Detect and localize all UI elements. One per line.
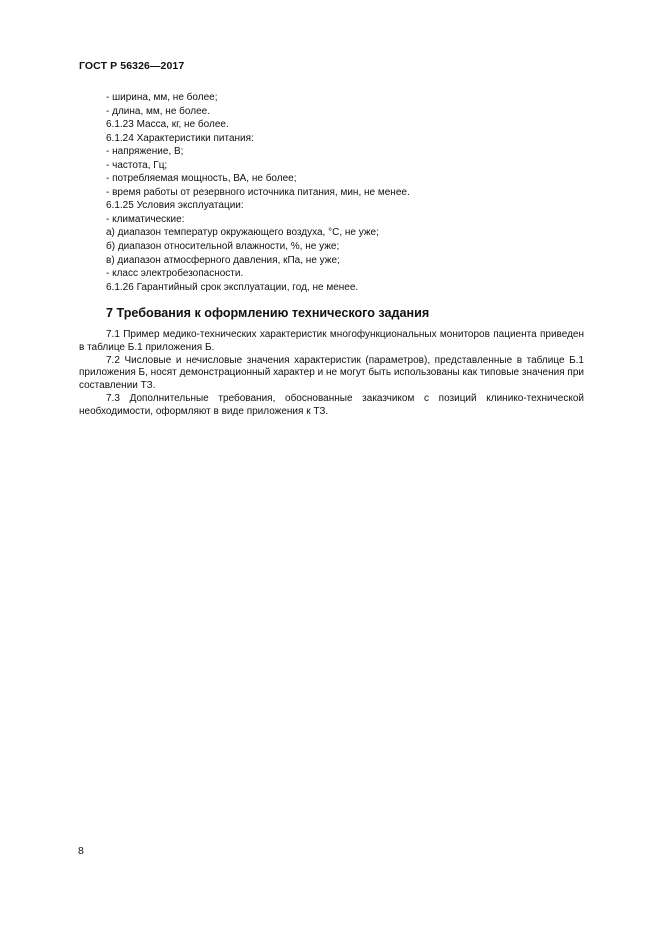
section-heading: 7 Требования к оформлению технического задания [106,306,430,320]
document-code-header: ГОСТ Р 56326—2017 [79,60,185,72]
list-item: - время работы от резервного источника питания, мин, не менее. [106,186,410,198]
list-item: 6.1.23 Масса, кг, не более. [106,119,229,131]
list-item: - частота, Гц; [106,159,168,171]
paragraph-7-1: 7.1 Пример медико-технических характеристик многофункциональных мониторов пациента приведен в таблице Б.1 приложения Б. [79,329,584,353]
list-item: 6.1.26 Гарантийный срок эксплуатации, год, не менее. [106,281,359,293]
list-item: - климатические: [106,213,185,225]
list-item: - ширина, мм, не более; [106,92,218,103]
list-item: в) диапазон атмосферного давления, кПа, не уже; [106,254,340,266]
list-item: - длина, мм, не более. [106,105,210,117]
list-item: 6.1.25 Условия эксплуатации: [106,200,244,212]
list-item: - потребляемая мощность, ВА, не более; [106,173,297,185]
paragraph-7-3: 7.3 Дополнительные требования, обоснованные заказчиком с позиций клинико-технической необходимости, оформляют в виде приложения к ТЗ. [79,392,584,417]
list-item: б) диапазон относительной влажности, %, не уже; [106,241,340,253]
page-number: 8 [78,845,84,857]
specification-list [106,91,410,294]
paragraph-7-2: 7.2 Числовые и нечисловые значения характеристик (параметров), представленные в таблице Б.1 приложения Б, носят демонстрационный характер и не могут быть использованы как типовые значения при составлении ТЗ. [79,354,584,392]
list-item: - напряжение, В; [106,146,184,158]
list-item: а) диапазон температур окружающего воздуха, °С, не уже; [106,227,379,239]
list-item: - класс электробезопасности. [106,268,244,280]
section-body [79,329,584,419]
list-item: 6.1.24 Характеристики питания: [106,132,254,144]
